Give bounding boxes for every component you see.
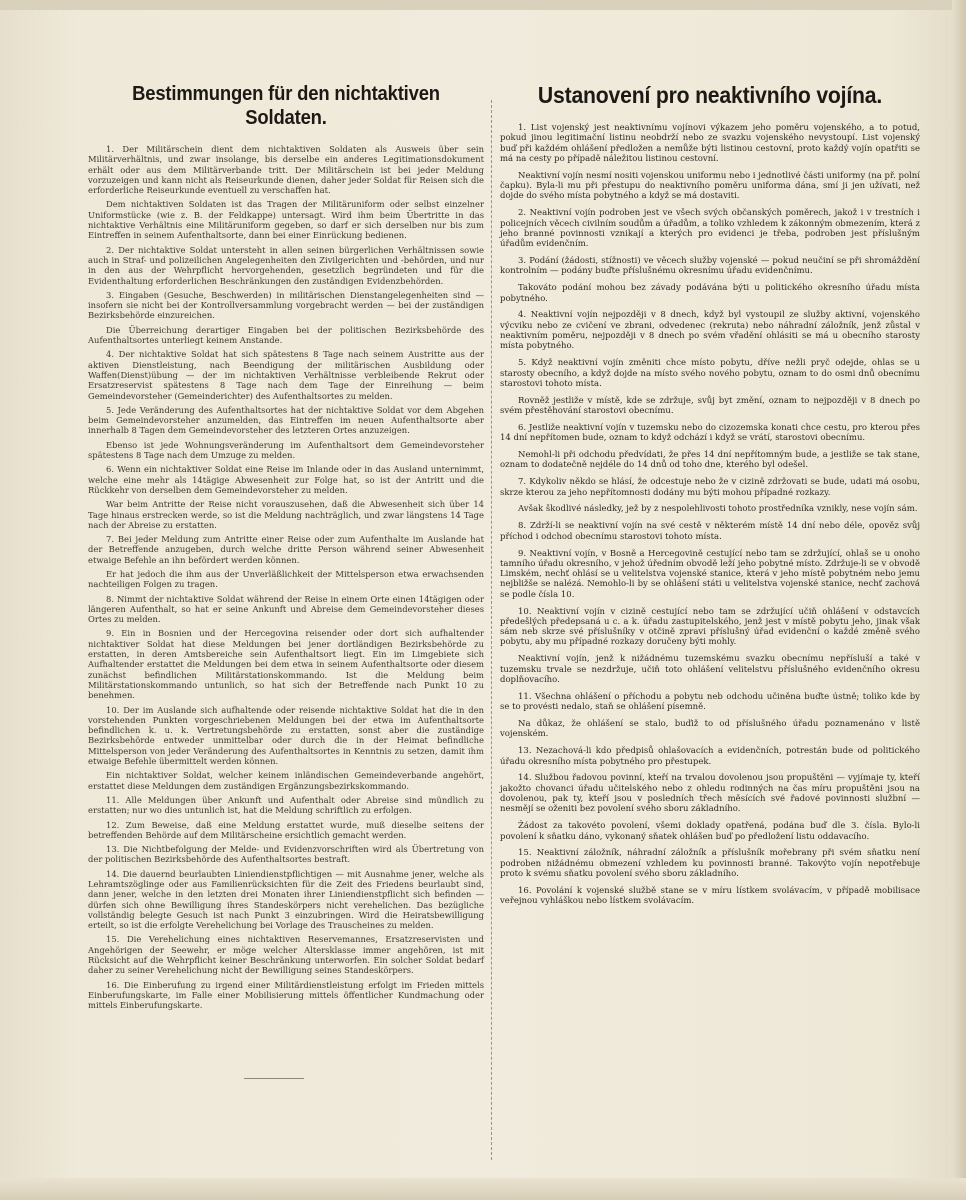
czech-column: [500, 82, 920, 913]
czech-paragraphs: [500, 123, 920, 906]
german-paragraphs: [88, 144, 484, 1011]
left-paragraph: 15. Die Verehelichung eines nichtaktiven Reservemannes, Ersatzreservisten und Angehörigen der Seewehr, er möge welcher Altersklasse immer angehören, ist mit Rücksicht auf die Wehrpflicht keiner Beschränkung unterworfen. Ein solcher Soldat bedarf daher zu seiner Verehelichung nicht der Bewilligung seines Standeskörpers.: [88, 934, 484, 976]
left-paragraph: 7. Bei jeder Meldung zum Antritte einer Reise oder zum Aufenthalte im Auslande hat der Betreffende anzugeben, durch welche dritte Person während seiner Abwesenheit etwaige Befehle an ihn befördert werden können.: [88, 534, 484, 565]
left-paragraph: 8. Nimmt der nichtaktive Soldat während der Reise in einem Orte einen 14tägigen oder längeren Aufenthalt, so hat er seine Ankunft und Abreise dem Gemeindevorsteher dieses Ortes zu melden.: [88, 593, 484, 625]
left-paragraph: 6. Wenn ein nichtaktiver Soldat eine Reise im Inlande oder in das Ausland unternimmt, welche eine mehr als 14tägige Abwesenheit zur Folge hat, so ist der Antritt und die Rückkehr von derselben dem Gemeindevorsteher zu melden.: [88, 464, 484, 495]
german-column: [88, 82, 484, 1015]
right-paragraph: 10. Neaktivní vojín v cizině cestující nebo tam se zdržující učiň ohlášení v odstavcích předešlých předepsaná u c. a k. úřadu zastupitelského, jenž jest v místě pobytu jeho, jinak však sám neb skrze své příslušníky v otčině zpravi příslušný úřad evidenční o každé změně svého pobytu, aby mu případné rozkazy doručeny býti mohly.: [500, 606, 920, 648]
right-paragraph: 1. List vojenský jest neaktivnímu vojínovi výkazem jeho poměru vojenského, a to potud, pokud jinou legitimační listinu neobdrží nebo ze svazku vojenského nevystoupí. List vojenský buď při každém ohlášení předložen a nemůže býti listinou cestovní, proto každý vojín opatřiti se má na cesty po případě náležitou listinou cestovní.: [500, 123, 920, 164]
left-paragraph: Dem nichtaktiven Soldaten ist das Tragen der Militäruniform oder selbst einzelner Uniformstücke (wie z. B. der Feldkappe) untersagt. Wird ihm beim Übertritte in das nichtaktive Verhältnis eine Militäruniform gegeben, so darf er sich derselben nur bis zum Eintreffen in seinem Aufenthaltsorte, dann bei einer Einrückung bedienen.: [88, 199, 484, 241]
left-paragraph: 12. Zum Beweise, daß eine Meldung erstattet wurde, muß dieselbe seitens der betreffenden Behörde auf dem Militärscheine ersichtlich gemacht werden.: [88, 819, 484, 840]
right-paragraph: 5. Když neaktivní vojín změniti chce místo pobytu, dříve nežli pryč odejde, ohlas se u starosty obecního, a když dojde na místo svého nového pobytu, oznam to do osmi dnů obecnímu starostovi tohoto místa.: [500, 358, 920, 389]
left-paragraph: War beim Antritte der Reise nicht vorauszusehen, daß die Abwesenheit sich über 14 Tage hinaus erstrecken werde, so ist die Meldung nachträglich, und zwar längstens 14 Tage nach der Abreise zu erstatten.: [88, 499, 484, 530]
right-paragraph: Rovněž jestliže v místě, kde se zdržuje, svůj byt změní, oznam to nejpozději v 8 dnech po svém přestěhování starostovi obecnímu.: [500, 395, 920, 416]
column-divider: [491, 100, 492, 1160]
left-paragraph: Ebenso ist jede Wohnungsveränderung im Aufenthaltsort dem Gemeindevorsteher spätestens 8 Tage nach dem Umzuge zu melden.: [88, 439, 484, 461]
page-edge-top: [0, 0, 966, 10]
right-paragraph: 6. Jestliže neaktivní vojín v tuzemsku nebo do cizozemska konati chce cestu, pro kterou přes 14 dní nepřítomen bude, oznam to když odchází i když se vrátí, starostovi obecnímu.: [500, 422, 920, 444]
right-paragraph: 3. Podání (žádosti, stížnosti) ve věcech služby vojenské — pokud neučiní se při shromáždění kontrolním — podány buďte příslušnému okresnímu úřadu evidenčnímu.: [500, 256, 920, 277]
right-paragraph: Nemohl-li při odchodu předvídati, že přes 14 dní nepřítomným bude, a jestliže se tak stane, oznam to dodatečně nejdéle do 14 dnů od toho dne, kterého byl odešel.: [500, 450, 920, 471]
left-paragraph: 10. Der im Auslande sich aufhaltende oder reisende nichtaktive Soldat hat die in den vorstehenden Punkten vorgeschriebenen Meldungen bei der etwa im Aufenthaltsorte befindlichen k. u. k. Vertretungsbehörde zu erstatten, sonst aber die zuständige Bezirksbehörde entweder unmittelbar oder durch die in der Heimat befindliche Mittelsperson von jeder Veränderung des Aufenthaltsortes in Kenntnis zu setzen, damit ihm etwaige Befehle übermittelt werden können.: [88, 704, 484, 767]
left-paragraph: Die Überreichung derartiger Eingaben bei der politischen Bezirksbehörde des Aufenthaltsortes unterliegt keinem Anstande.: [88, 324, 484, 346]
right-paragraph: 16. Povolání k vojenské službě stane se v míru lístkem svolávacím, v případě mobilisace veřejnou vyhláškou nebo lístkem svolávacím.: [500, 885, 920, 907]
end-rule: [244, 1078, 304, 1079]
left-paragraph: 9. Ein in Bosnien und der Hercegovina reisender oder dort sich aufhaltender nichtaktiver Soldat hat diese Meldungen bei jener dortländigen Bezirksbehörde zu erstatten, in deren Amtsbereiche sein Aufenthaltsort liegt. Ein im Limgebiete sich Aufhaltender erstattet die Meldungen bei dem etwa in seinem Aufenthaltsorte oder diesem zunächst befindlichen Militärstationskommando. Ist die Meldung beim Militärstationskommando untunlich, so hat sich der Betreffende nach Punkt 10 zu benehmen.: [88, 628, 484, 701]
right-paragraph: 9. Neaktivní vojín, v Bosně a Hercegovině cestující nebo tam se zdržující, ohlaš se u onoho tamního úřadu okresního, v jehož úředním obvodě leží jeho pobytné místo. Zdržuje-li se v obvodě Limském, nechť ohlásí se u velitelstva vojenské stanice, která v jeho místě pobytném nebo jemu nejbližše se nalézá. Nemohlo-li by se ohlášení státi u velitelstva vojenské stanice, nechť zachová se podle čísla 10.: [500, 548, 920, 600]
right-paragraph: 14. Službou řadovou povinní, kteří na trvalou dovolenou jsou propuštěni — vyjímaje ty, kteří jakožto chovanci úřadu učitelského nebo z ohledu rodinných na čas míru propuštěni jsou na dovolenou, pak ty, kteří jsou v posledních třech měsících své řadové povinnosti službní — nesmějí se oženiti bez povolení svého sboru základního.: [500, 773, 920, 815]
right-paragraph: 15. Neaktivní záložník, náhradní záložník a příslušník mořebrany při svém sňatku není podroben nižádnému obmezení vzhledem ku povinnosti branné. Takovýto vojín nepotřebuje proto k svému sňatku povolení svého sboru základního.: [500, 848, 920, 879]
left-paragraph: 3. Eingaben (Gesuche, Beschwerden) in militärischen Dienstangelegenheiten sind — insofern sie nicht bei der Kontrollversammlung vorgebracht werden — bei der zuständigen Bezirksbehörde einzureichen.: [88, 289, 484, 321]
right-paragraph: Neaktivní vojín, jenž k nižádnému tuzemskému svazku obecnímu nepřísluší a také v tuzemsku trvale se nezdržuje, učiň toto ohlášení velitelstvu příslušného evidenčního okresu doplňovacího.: [500, 654, 920, 685]
page-edge-bottom: [0, 1178, 966, 1200]
right-paragraph: 13. Nezachová-li kdo předpisů ohlašovacích a evidenčních, potrestán bude od politického úřadu okresního místa pobytného pro přestupek.: [500, 746, 920, 767]
left-paragraph: 4. Der nichtaktive Soldat hat sich spätestens 8 Tage nach seinem Austritte aus der aktiven Dienstleistung, nach Beendigung der militärischen Ausbildung oder Waffen(Dienst)übung — der im nichtaktiven Verhältnisse verbleibende Rekrut oder Ersatzreservist spätestens 8 Tage nach dem Tage der Einreihung — beim Gemeindevorsteher (Gemeinderichter) des Aufenthaltsortes zu melden.: [88, 349, 484, 401]
right-paragraph: Avšak škodlivé následky, jež by z nespolehlivosti tohoto prostředníka vznikly, nese vojín sám.: [518, 504, 918, 515]
left-paragraph: Ein nichtaktiver Soldat, welcher keinem inländischen Gemeindeverbande angehört, erstattet diese Meldungen dem zuständigen Ergänzungsbezirkskommando.: [88, 770, 484, 791]
page-edge-right: [952, 0, 966, 1200]
left-paragraph: 13. Die Nichtbefolgung der Melde- und Evidenzvorschriften wird als Übertretung von der politischen Bezirksbehörde des Aufenthaltsortes bestraft.: [88, 844, 484, 865]
left-paragraph: 14. Die dauernd beurlaubten Liniendienstpflichtigen — mit Ausnahme jener, welche als Lehramtszöglinge oder aus Familienrücksichten für die Zeit des Friedens beurlaubt sind, dann jener, welche in den letzten drei Monaten ihrer Liniendienstpflicht sich befinden — dürfen sich ohne Bewilligung ihres Standeskörpers nicht verehelichen. Das bezügliche vollständig belegte Gesuch ist nach Punkt 3 einzubringen. Wird die Heiratsbewilligung erteilt, so ist die erfolgte Verehelichung bei Vorlage des Trauscheines zu melden.: [88, 868, 484, 931]
right-paragraph: 4. Neaktivní vojín nejpozději v 8 dnech, když byl vystoupil ze služby aktivní, vojenského výcviku nebo ze cvičení ve zbrani, odvedenec (rekruta) nebo náhradní záložník, jenž zůstal v neaktivním poměru, nejpozději v 8 dnech po svém vřadění ohlásiti se má u obecního starosty místa pobytného.: [500, 310, 920, 352]
right-paragraph: 7. Kdykoliv někdo se hlásí, že odcestuje nebo že v cizině zdržovati se bude, udati má osobu, skrze kterou za jeho nepřítomnosti dodány mu býti mohou případné rozkazy.: [500, 477, 920, 498]
german-title: Bestimmungen für den nichtaktiven Soldaten.: [132, 82, 440, 129]
left-paragraph: 2. Der nichtaktive Soldat untersteht in allen seinen bürgerlichen Verhältnissen sowie auch in Straf- und polizeilichen Angelegenheiten den Zivilgerichten und -behörden, und nur in den aus der Wehrpflicht hervorgehenden, gesetzlich begründeten und für die Evidenthaltung erforderlichen Beschränkungen den zuständigen Evidenzbehörden.: [88, 244, 484, 286]
left-paragraph: Er hat jedoch die ihm aus der Unverläßlichkeit der Mittelsperson etwa erwachsenden nachteiligen Folgen zu tragen.: [88, 568, 484, 590]
right-paragraph: Žádost za takovéto povolení, všemi doklady opatřená, podána buď dle 3. čísla. Bylo-li povolení k sňatku dáno, vykonaný sňatek ohlášen buď po předložení listu oddavacího.: [500, 821, 920, 842]
left-paragraph: 5. Jede Veränderung des Aufenthaltsortes hat der nichtaktive Soldat vor dem Abgehen beim Gemeindevorsteher anzumelden, das Eintreffen im neuen Aufenthaltsorte aber innerhalb 8 Tagen dem Gemeindevorsteher des letzteren Ortes anzuzeigen.: [88, 404, 484, 436]
left-paragraph: 1. Der Militärschein dient dem nichtaktiven Soldaten als Ausweis über sein Militärverhältnis, und zwar insolange, bis derselbe ein anderes Legitimationsdokument erhält oder aus dem Militärverbande tritt. Der Militärschein ist bei jeder Meldung vorzuzeigen und kann nicht als Reiseurkunde dienen, daher jeder Soldat für Reisen sich die erforderliche Reiseurkunde eventuell zu verschaffen hat.: [88, 144, 484, 196]
czech-title: Ustanovení pro neaktivního vojína.: [537, 82, 883, 108]
right-paragraph: Neaktivní vojín nesmí nositi vojenskou uniformu nebo i jednotlivé části uniformy (na př. polní čapku). Byla-li mu při přestupu do neaktivního poměru uniforma dána, smí ji jen užívati, než dojde do svého místa pobytného a když se má dostaviti.: [500, 170, 920, 202]
right-paragraph: Na důkaz, že ohlášení se stalo, buďiž to od příslušného úřadu poznamenáno v listě vojenském.: [500, 719, 920, 740]
right-paragraph: Takováto podání mohou bez závady podávána býti u politického okresního úřadu místa pobytného.: [500, 283, 920, 304]
left-paragraph: 16. Die Einberufung zu irgend einer Militärdienstleistung erfolgt im Frieden mittels Einberufungskarte, im Falle einer Mobilisierung mittels öffentlicher Kundmachung oder mittels Einberufungskarte.: [88, 979, 484, 1011]
right-paragraph: 8. Zdrží-li se neaktivní vojín na své cestě v některém místě 14 dní nebo déle, opověz svůj příchod i odchod obecnímu starostovi tohoto místa.: [500, 521, 920, 542]
left-paragraph: 11. Alle Meldungen über Ankunft und Aufenthalt oder Abreise sind mündlich zu erstatten; nur wo dies untunlich ist, hat die Meldung schriftlich zu erfolgen.: [88, 794, 484, 816]
right-paragraph: 2. Neaktivní vojín podroben jest ve všech svých občanských poměrech, jakož i v trestních i policejních věcech civilním soudům a úřadům, a toliko vzhledem k zákonným obmezením, která z jeho branné povinnosti vznikají a kterých pro evidenci je třeba, podroben jest příslušným úřadům evidenčním.: [500, 208, 920, 250]
right-paragraph: 11. Všechna ohlášení o příchodu a pobytu neb odchodu učiněna buďte ústně; toliko kde by se to provésti nedalo, staň se ohlášení písemně.: [500, 691, 920, 713]
